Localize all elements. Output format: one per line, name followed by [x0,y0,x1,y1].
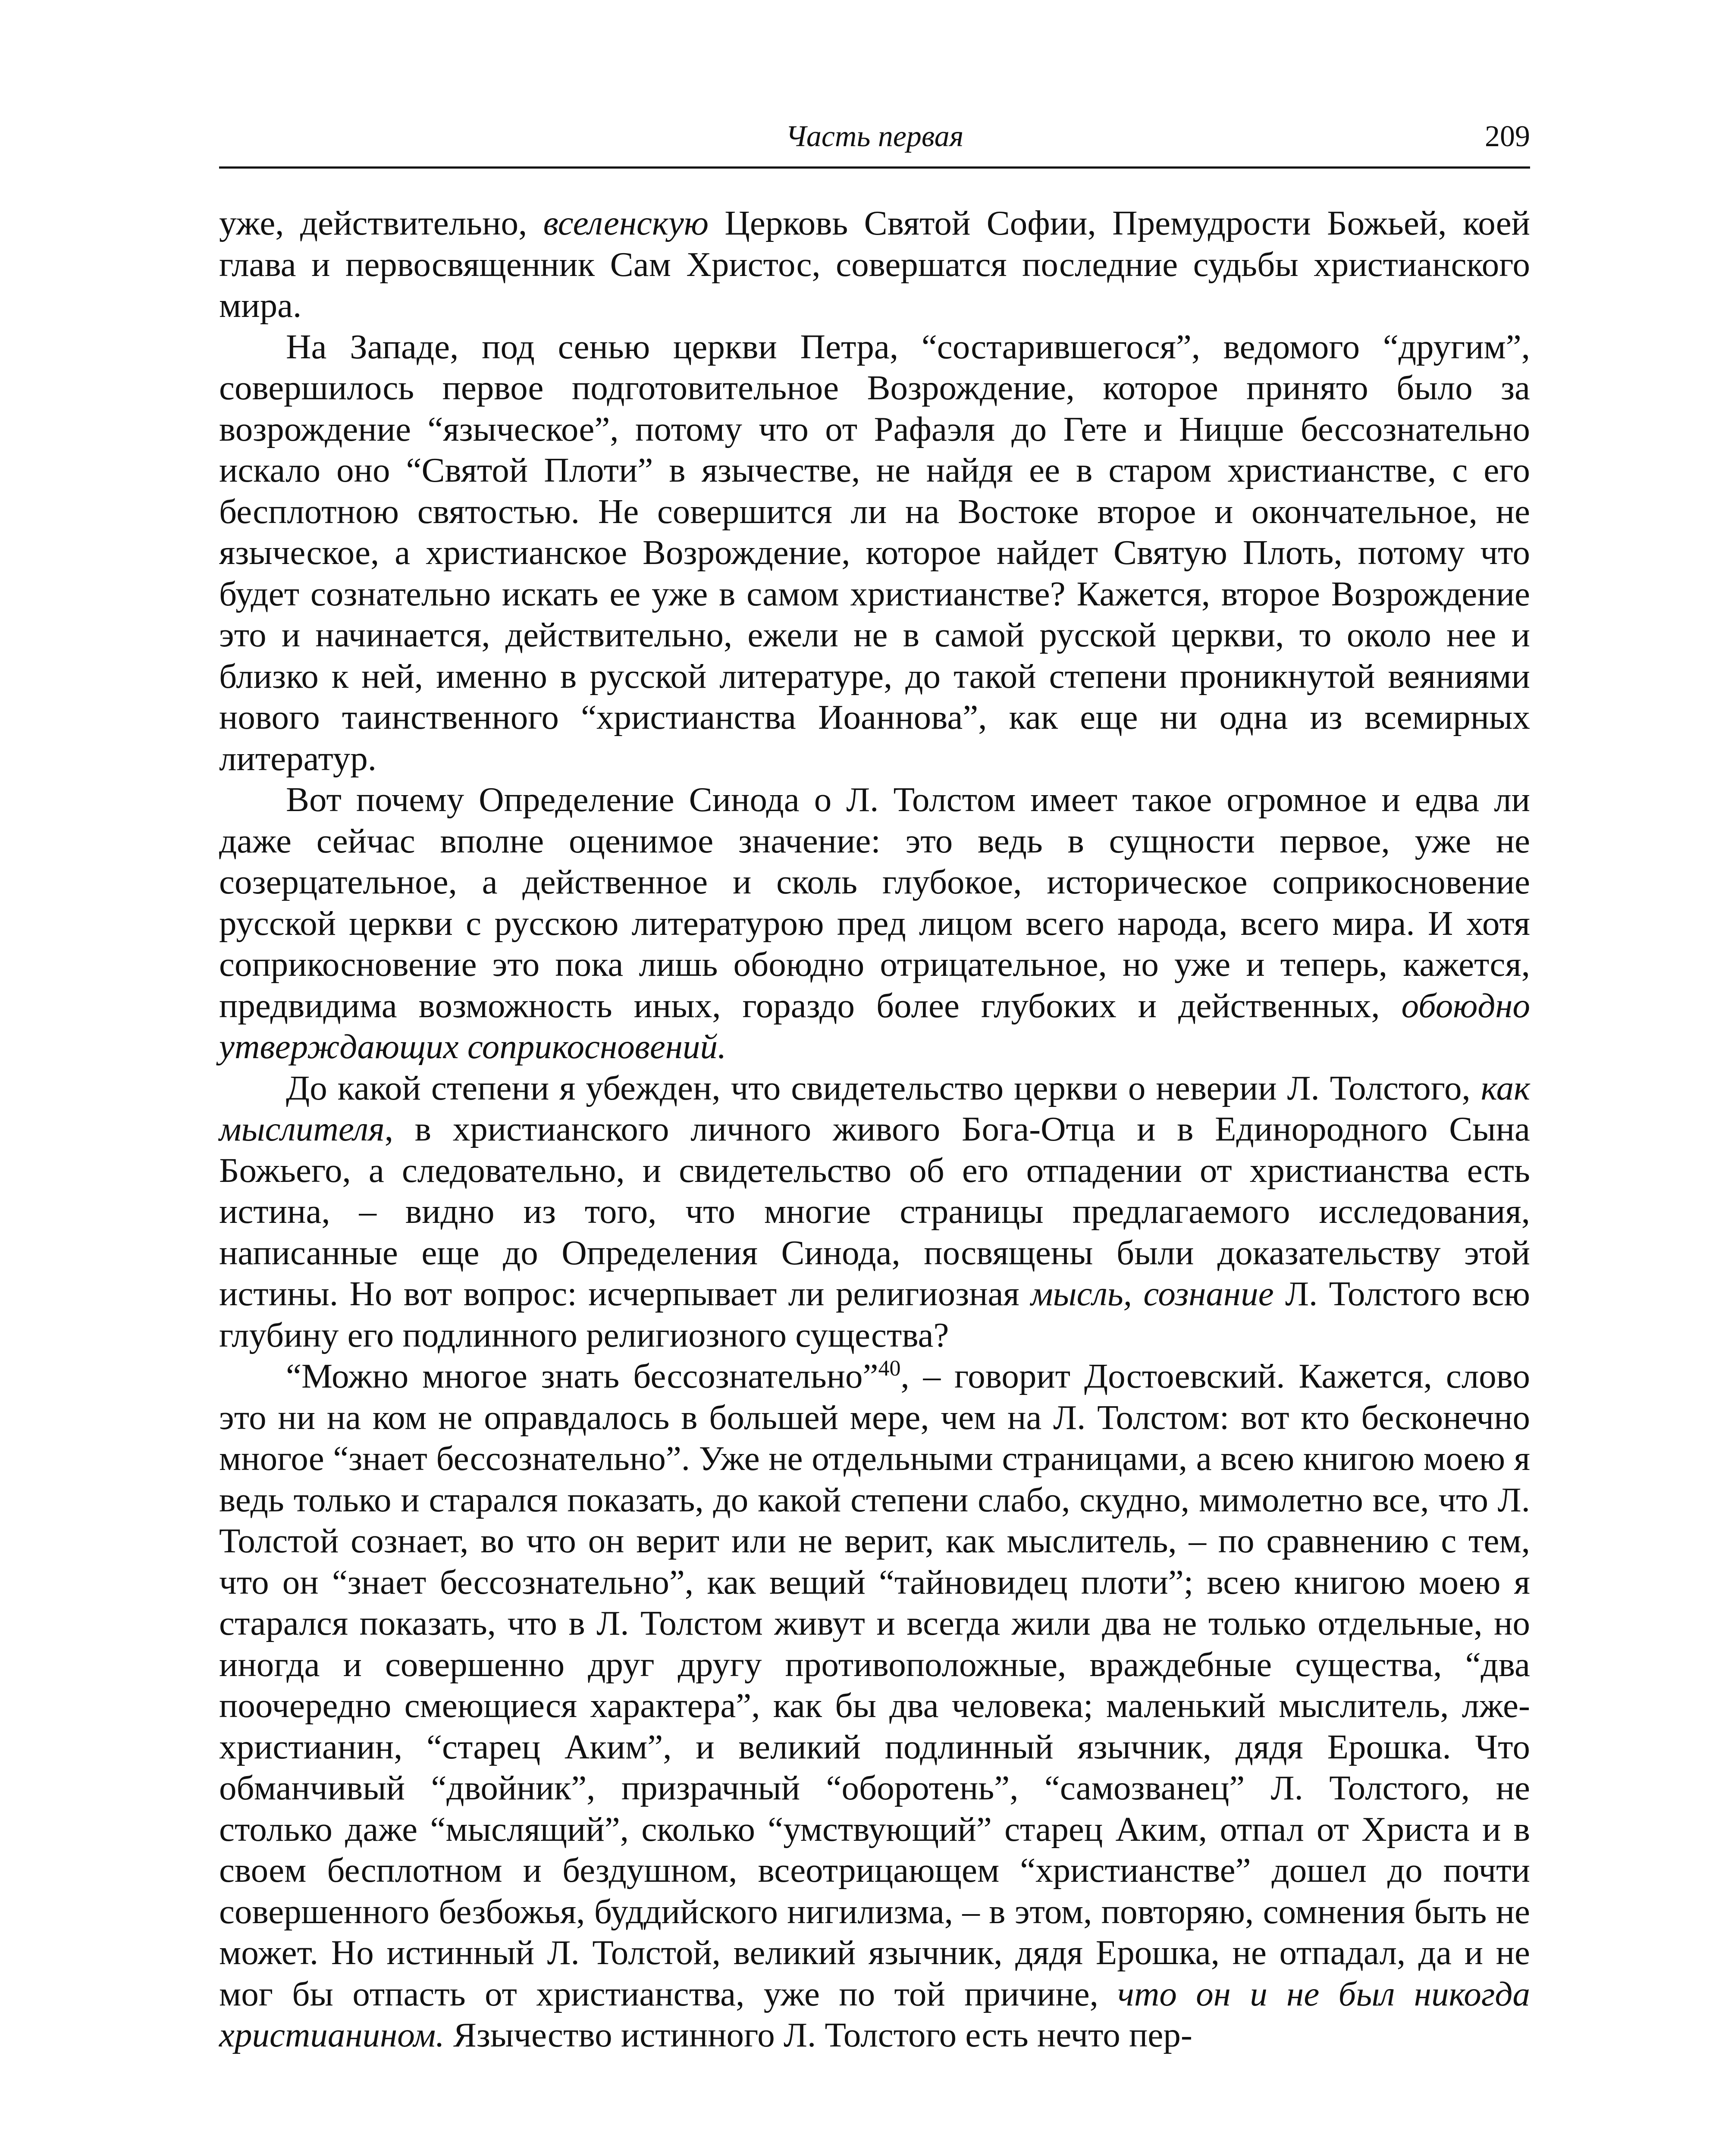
italic-emphasis: мысль, сознание [1031,1274,1274,1313]
paragraph-4-text: До какой степени я убежден, что свидетельство церкви о неверии Л. Толстого, [286,1068,1481,1107]
paragraph-5-text: Язычество истинного Л. Толстого есть нечто пер- [444,2015,1192,2054]
paragraph-4 [219,1068,1530,1356]
paragraph-1 [219,203,1530,326]
paragraph-3-text: Вот почему Определение Синода о Л. Толстом имеет такое огромное и едва ли даже сейчас вполне оценимое значение: это ведь в сущности первое, уже не созерцательное, а действенное и сколь глубокое, историческое соприкосновение русской церкви с русскою литературою пред лицом всего народа, всего мира. И хотя соприкосновение это пока лишь обоюдно отрицательное, но уже и теперь, кажется, предвидима возможность иных, гораздо более глубоких и действенных, [219,780,1530,1025]
running-title: Часть первая [785,120,964,153]
paragraph-5 [219,1356,1530,2056]
paragraph-2 [219,326,1530,780]
footnote-reference: 40 [878,1356,901,1381]
paragraph-2-text: На Западе, под сенью церкви Петра, “состарившегося”, ведомого “другим”, совершилось первое подготовительное Возрождение, которое принято было за возрождение “языческое”, потому что от Рафаэля до Гете и Ницше бессознательно искало оно “Святой Плоти” в язычестве, не найдя ее в старом христианстве, с его бесплотною святостью. Не совершится ли на Востоке второе и окончательное, не языческое, а христианское Возрождение, которое найдет Святую Плоть, потому что будет сознательно искать ее уже в самом христианстве? Кажется, второе Возрождение это и начинается, действительно, ежели не в самой русской церкви, то около нее и близко к ней, именно в русской литературе, до такой степени проникнутой веяниями нового таинственного “христианства Иоаннова”, как еще ни одна из всемирных литератур. [219,327,1530,778]
page-number: 209 [1485,120,1530,153]
paragraph-5-text: “Можно многое знать бессознательно” [286,1357,878,1395]
paragraph-1-text: уже, действительно, [219,204,543,242]
paragraph-4-text: Л. Толстого всю глубину его подлинного религиозного существа? [219,1274,1530,1354]
paragraph-5-text: , – говорит Достоевский. Кажется, слово это ни на ком не оправдалось в большей мере, чем на Л. Толстом: вот кто бесконечно многое “знает бессознательно”. Уже не отдельными страницами, а всею книгою моею я ведь только и старался показать, до какой степени слабо, скудно, мимолетно все, что Л. Толстой сознает, во что он верит или не верит, как мыслитель, – по сравнению с тем, что он “знает бессознательно”, как вещий “тайновидец плоти”; всею книгою моею я старался показать, что в Л. Толстом живут и всегда жили два не только отдельные, но иногда и совершенно друг другу противоположные, враждебные существа, “два поочередно смеющиеся характера”, как бы два человека; маленький мыслитель, лже-христианин, “старец Аким”, и великий подлинный язычник, дядя Ерошка. Что обманчивый “двойник”, призрачный “оборотень”, “самозванец” Л. Толстого, не столько даже “мыслящий”, сколько “умствующий” старец Аким, отпал от Христа и в своем бесплотном и бездушном, всеотрицающем “христианстве” дошел до почти совершенного безбожья, буддийского нигилизма, – в этом, повторяю, сомнения быть не может. Но истинный Л. Толстой, великий язычник, дядя Ерошка, не отпадал, да и не мог бы отпасть от христианства, уже по той причине, [219,1357,1530,2013]
italic-emphasis: вселенскую [543,204,709,242]
italic-emphasis: как мыслителя [219,1068,1530,1148]
paragraph-3 [219,779,1530,1068]
paragraph-1-text: Церковь Святой Софии, Премудрости Божьей, коей глава и первосвященник Сам Христос, совершатся последние судьбы христианского мира. [219,204,1530,325]
running-header [219,116,1530,169]
italic-emphasis: обоюдно утверждающих соприкосновений. [219,986,1530,1066]
text-body [219,203,1530,2056]
italic-emphasis: что он и не был никогда христианином. [219,1974,1530,2054]
paragraph-4-text: , в христианского личного живого Бога-Отца и в Единородного Сына Божьего, а следовательно, и свидетельство об его отпадении от христианства есть истина, – видно из того, что многие страницы предлагаемого исследования, написанные еще до Определения Синода, посвящены были доказательству этой истины. Но вот вопрос: исчерпывает ли религиозная [219,1109,1530,1313]
